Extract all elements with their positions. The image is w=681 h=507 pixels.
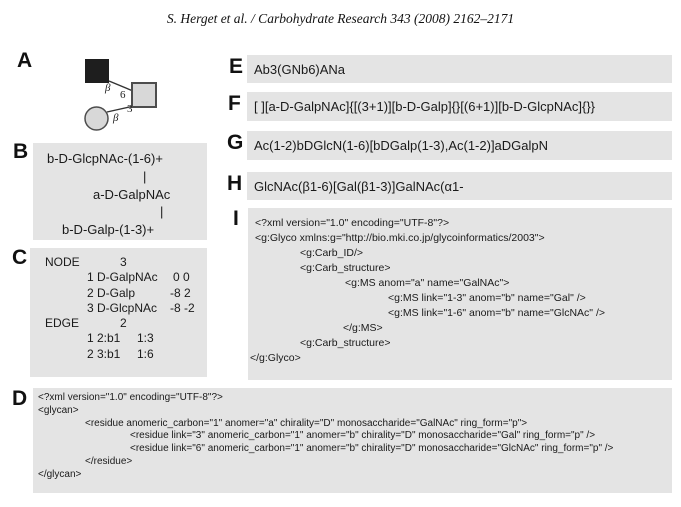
- text-segment: </g:MS>: [343, 322, 383, 334]
- text-line: [30, 286, 207, 301]
- text-line: [248, 337, 672, 352]
- panel-e-box: [247, 55, 672, 83]
- text-line: [33, 405, 672, 418]
- text-segment: <g:Carb_ID/>: [300, 247, 364, 259]
- gal-node-icon: [85, 107, 108, 130]
- text-segment: -8 2: [170, 285, 191, 300]
- text-line: [248, 232, 672, 247]
- text-line: [33, 222, 207, 240]
- edge-label-beta-bottom: β: [113, 112, 119, 124]
- text-segment: <g:MS anom="a" name="GalNAc">: [345, 277, 510, 289]
- text-line: [33, 443, 672, 456]
- text-segment: EDGE: [45, 316, 80, 331]
- text-line: [33, 392, 672, 405]
- text-segment: 1: [87, 270, 94, 285]
- panel-g-box: [247, 131, 672, 160]
- text-segment: <?xml version="1.0" encoding="UTF-8"?>: [255, 217, 450, 229]
- text-segment: <g:MS link="1-3" anom="b" name="Gal" />: [388, 292, 586, 304]
- bcsdb-text: Ac(1-2)bDGlcN(1-6)[bDGalp(1-3),Ac(1-2)]aDGalpN: [254, 138, 549, 153]
- text-segment: |: [160, 204, 164, 220]
- linucs-text: [ ][a-D-GalpNAc]{[(3+1)][b-D-Galp]{}[(6+1)][b-D-GlcpNAc]{}}: [254, 99, 596, 114]
- text-line: [33, 169, 207, 187]
- text-line: [33, 430, 672, 443]
- panel-label-g: G: [227, 131, 244, 154]
- text-segment: |: [143, 168, 147, 184]
- text-segment: </residue>: [85, 455, 133, 467]
- text-segment: D-Galp: [97, 285, 136, 300]
- edge-label-6: 6: [120, 89, 126, 101]
- text-line: [30, 331, 207, 346]
- iupac-condensed-text: GlcNAc(β1-6)[Gal(β1-3)]GalNAc(α1-: [254, 178, 464, 194]
- text-segment: <g:Glyco xmlns:g="http://bio.mki.co.jp/glycoinformatics/2003">: [255, 232, 545, 244]
- linear-code-text: Ab3(GNb6)ANa: [254, 61, 346, 77]
- edge-label-3: 3: [127, 103, 133, 115]
- panel-c-box: [30, 248, 207, 377]
- text-line: [33, 418, 672, 431]
- text-segment: 2: [120, 316, 127, 331]
- text-line: [33, 456, 672, 469]
- panel-label-c: C: [12, 246, 28, 269]
- text-line: [33, 469, 672, 482]
- text-line: [248, 217, 672, 232]
- text-line: [248, 247, 672, 262]
- text-line: [248, 352, 672, 367]
- text-segment: 0 0: [173, 270, 190, 285]
- text-line: [248, 262, 672, 277]
- panel-label-b: B: [13, 140, 29, 163]
- panel-label-f: F: [228, 92, 241, 115]
- text-segment: D-GlcpNAc: [97, 300, 158, 315]
- text-segment: <g:Carb_structure>: [300, 262, 391, 274]
- panel-label-d: D: [12, 387, 28, 410]
- text-segment: <g:Carb_structure>: [300, 337, 391, 349]
- text-segment: b-D-GlcpNAc-(1-6)+: [47, 151, 163, 166]
- panel-label-h: H: [227, 172, 243, 195]
- text-segment: 2: [87, 285, 94, 300]
- text-segment: <?xml version="1.0" encoding="UTF-8"?>: [38, 392, 223, 403]
- text-segment: 1: [87, 331, 94, 346]
- text-line: [30, 301, 207, 316]
- text-line: [30, 255, 207, 270]
- galnac-node-icon: [132, 83, 156, 107]
- text-line: [33, 204, 207, 222]
- panel-label-i: I: [233, 207, 239, 230]
- panel-b-box: [33, 143, 207, 240]
- text-segment: <residue anomeric_carbon="1" anomer="a" chirality="D" monosaccharide="GalNAc" ring_form="p">: [85, 417, 528, 429]
- text-line: [248, 322, 672, 337]
- text-segment: b-D-Galp-(1-3)+: [62, 222, 155, 238]
- text-segment: 3: [87, 300, 94, 315]
- panel-label-a: A: [17, 49, 33, 72]
- text-segment: <glycan>: [38, 404, 79, 416]
- text-segment: <residue link="3" anomeric_carbon="1" anomer="b" chirality="D" monosaccharide="Gal" ring_form="p" />: [130, 430, 596, 442]
- text-line: [33, 187, 207, 205]
- panel-h-box: [247, 172, 672, 200]
- text-line: [30, 347, 207, 362]
- text-line: [30, 270, 207, 285]
- citation-header: S. Herget et al. / Carbohydrate Research 343 (2008) 2162–2171: [166, 11, 515, 26]
- text-line: [248, 277, 672, 292]
- text-segment: <g:MS link="1-6" anom="b" name="GlcNAc" />: [388, 307, 606, 319]
- edge-label-beta-top: β: [105, 82, 111, 94]
- text-line: [248, 292, 672, 307]
- text-segment: 1:6: [137, 346, 154, 361]
- panel-f-box: [247, 92, 672, 121]
- text-segment: 2:b1: [97, 331, 121, 346]
- text-segment: NODE: [45, 255, 80, 269]
- text-segment: <residue link="6" anomeric_carbon="1" anomer="b" chirality="D" monosaccharide="GlcNAc" ring_form="p" />: [130, 443, 614, 455]
- text-segment: D-GalpNAc: [97, 270, 158, 285]
- text-segment: a-D-GalpNAc: [93, 186, 171, 202]
- panel-d-box: [33, 388, 672, 493]
- text-line: [248, 307, 672, 322]
- glcnac-node-icon: [85, 59, 109, 83]
- text-segment: 3:b1: [97, 346, 121, 361]
- text-line: [33, 151, 207, 169]
- panel-label-e: E: [229, 55, 244, 78]
- text-segment: </glycan>: [38, 468, 82, 480]
- text-segment: 3: [120, 255, 127, 269]
- text-segment: 1:3: [137, 331, 154, 346]
- panel-i-box: [248, 208, 672, 380]
- text-segment: 2: [87, 346, 94, 361]
- text-line: [30, 316, 207, 331]
- text-segment: -8 -2: [170, 300, 195, 315]
- text-segment: </g:Glyco>: [250, 352, 301, 364]
